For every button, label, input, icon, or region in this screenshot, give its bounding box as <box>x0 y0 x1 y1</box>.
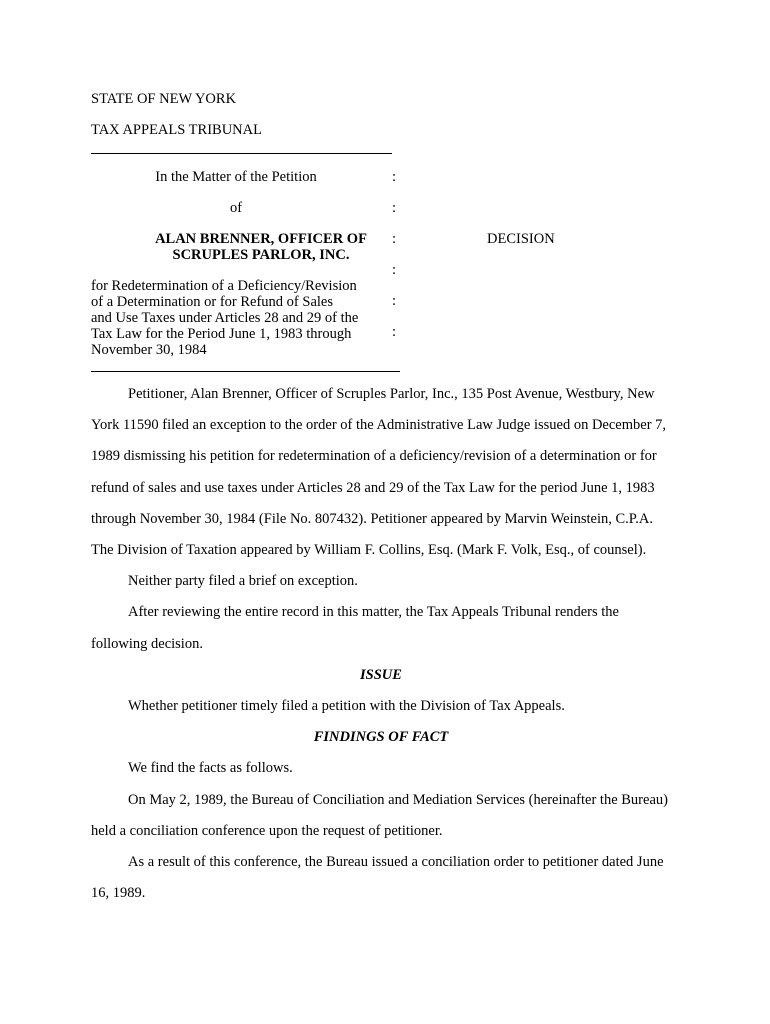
state-heading: STATE OF NEW YORK <box>91 91 237 107</box>
brief-paragraph: Neither party filed a brief on exception. <box>128 573 358 590</box>
petitioner-name-line2: SCRUPLES PARLOR, INC. <box>172 247 350 263</box>
purpose-line: for Redetermination of a Deficiency/Revision <box>91 278 357 294</box>
finding-paragraph: On May 2, 1989, the Bureau of Conciliation and Mediation Services (hereinafter the Bureau) held a conciliation conference upon the request of petitioner. <box>91 791 668 839</box>
issue-heading: ISSUE <box>360 666 402 683</box>
caption-colon: : <box>392 293 397 309</box>
caption-colon: : <box>392 169 397 185</box>
purpose-line: of a Determination or for Refund of Sales <box>91 294 333 310</box>
caption-colon: : <box>392 262 397 278</box>
decision-body <box>91 379 671 909</box>
document-type: DECISION <box>487 231 555 247</box>
purpose-line: and Use Taxes under Articles 28 and 29 of the <box>91 310 359 326</box>
caption-bottom-rule <box>91 371 400 372</box>
opening-paragraph: Petitioner, Alan Brenner, Officer of Scruples Parlor, Inc., 135 Post Avenue, Westbury, New York 11590 filed an exception to the order of the Administrative Law Judge issued on December 7, 1989 dismissing his petition for redetermination of a deficiency/revision of a determination or for refund of sales and use taxes under Articles 28 and 29 of the Tax Law for the period June 1, 1983 through November 30, 1984 (File No. 807432). Petitioner appeared by Marvin Weinstein, C.P.A. The Division of Taxation appeared by William F. Collins, Esq. (Mark F. Volk, Esq., of counsel). <box>91 386 667 559</box>
finding-paragraph: As a result of this conference, the Bureau issued a conciliation order to petitioner dated June 16, 1989. <box>91 854 664 902</box>
caption-colon: : <box>392 324 397 340</box>
findings-heading: FINDINGS OF FACT <box>313 729 449 746</box>
caption-colon: : <box>392 200 397 216</box>
of-line: of <box>229 200 243 216</box>
petitioner-name-line1: ALAN BRENNER, OFFICER OF <box>155 231 367 247</box>
caption-top-rule <box>91 153 392 154</box>
purpose-line: November 30, 1984 <box>91 342 207 358</box>
purpose-line: Tax Law for the Period June 1, 1983 through <box>91 326 352 342</box>
in-the-matter-line: In the Matter of the Petition <box>155 169 317 185</box>
caption-colon: : <box>392 231 397 247</box>
petition-purpose <box>91 278 358 358</box>
tribunal-heading: TAX APPEALS TRIBUNAL <box>91 122 262 138</box>
finding-paragraph: We find the facts as follows. <box>128 760 293 777</box>
issue-paragraph: Whether petitioner timely filed a petition with the Division of Tax Appeals. <box>128 698 565 715</box>
review-paragraph: After reviewing the entire record in this matter, the Tax Appeals Tribunal renders the following decision. <box>91 604 619 652</box>
